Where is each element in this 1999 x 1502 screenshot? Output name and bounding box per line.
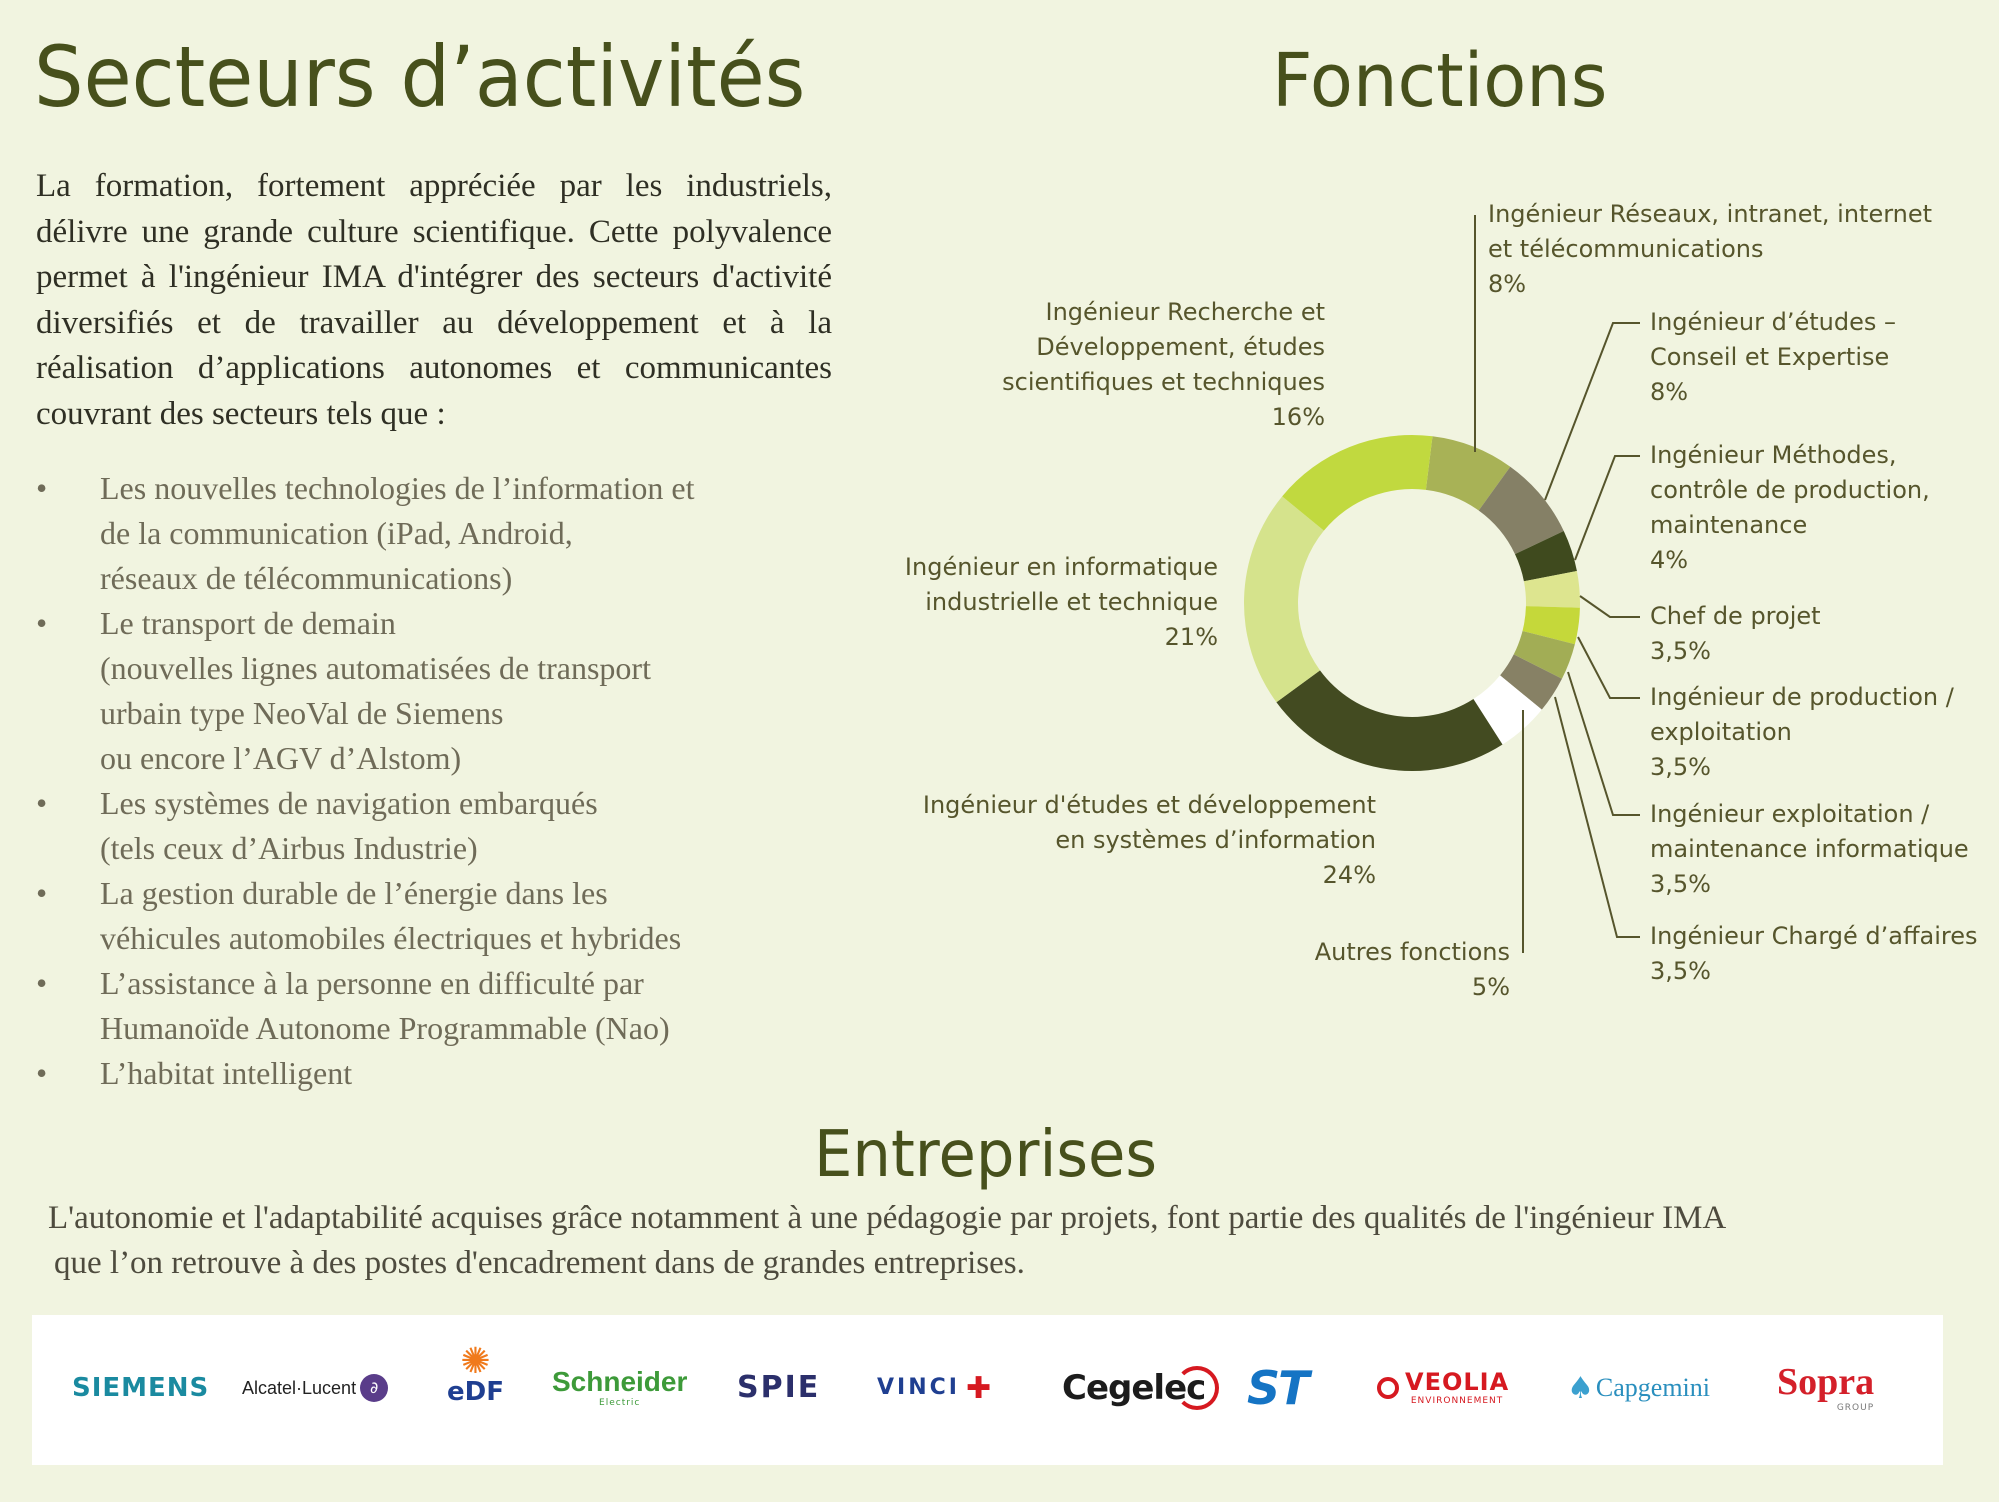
veolia-logo-text: VEOLIA <box>1405 1368 1510 1396</box>
slice-value-label: 3,5% <box>1650 870 1711 898</box>
intro-paragraph: La formation, fortement appréciée par les industriels, délivre une grande culture scientifique. Cette polyvalence permet à l'ingénieur IMA d'intégrer des secteurs d'activité diversifiés et de travailler au développement et à la réalisation d’applications autonomes et communicantes couvrant des secteurs tels que : <box>36 168 832 432</box>
slice-label: Ingénieur en informatique <box>904 553 1218 581</box>
slice-label: Chef de projet <box>1650 602 1821 630</box>
sopra-logo-subtext: GROUP <box>1836 1403 1875 1413</box>
edf-logo-text: eDF <box>447 1377 504 1407</box>
leader-line <box>1578 637 1640 698</box>
schneider-logo <box>552 1353 687 1423</box>
sopra-logo <box>1777 1353 1874 1423</box>
bullet-icon: • <box>36 470 48 506</box>
veolia-circle-icon <box>1377 1377 1399 1399</box>
slice-label: exploitation <box>1650 718 1792 746</box>
donut-slice <box>1244 496 1324 702</box>
leader-line <box>1568 672 1640 815</box>
bullet-icon: • <box>36 785 48 821</box>
slice-label: industrielle et technique <box>925 588 1218 616</box>
slice-value-label: 21% <box>1164 623 1218 651</box>
slice-value-label: 8% <box>1650 378 1689 406</box>
slice-value-label: 4% <box>1650 546 1689 574</box>
capgemini-spade-icon: ♠ <box>1567 1370 1594 1406</box>
slice-label: contrôle de production, <box>1650 476 1930 504</box>
alcatel-swirl-icon: ∂ <box>360 1374 388 1402</box>
slice-label: en systèmes d’information <box>1055 826 1376 854</box>
slice-label: Autres fonctions <box>1314 938 1510 966</box>
edf-logo <box>447 1343 504 1413</box>
sector-text: Les systèmes de navigation embarqués (tels ceux d’Airbus Industrie) <box>100 785 598 866</box>
fonctions-title: Fonctions <box>1272 38 1608 124</box>
alcatel-lucent-logo <box>242 1353 388 1423</box>
slice-label: Ingénieur Recherche et <box>1045 298 1325 326</box>
spie-logo <box>737 1353 820 1423</box>
alcatel-lucent-logo-text: Alcatel·Lucent <box>242 1378 357 1398</box>
edf-flower-icon: ✺ <box>460 1341 491 1381</box>
leader-line <box>1545 323 1640 500</box>
slice-label: Ingénieur d’études – <box>1650 308 1897 336</box>
slice-label: et télécommunications <box>1488 235 1764 263</box>
st-logo-text: ST <box>1247 1361 1308 1415</box>
entreprises-paragraph <box>48 1196 1948 1286</box>
sector-text: L’assistance à la personne en difficulté par Humanoïde Autonome Programmable (Nao) <box>100 965 670 1046</box>
slice-label: Ingénieur Méthodes, <box>1650 441 1897 469</box>
sector-text: L’habitat intelligent <box>100 1055 353 1091</box>
vinci-logo-text: VINCI <box>877 1375 960 1400</box>
slice-value-label: 8% <box>1488 270 1527 298</box>
slice-label: maintenance <box>1650 511 1808 539</box>
capgemini-logo-text: Capgemini <box>1595 1373 1710 1402</box>
cegelec-logo <box>1062 1353 1219 1423</box>
cegelec-logo-text: Cegelec <box>1062 1368 1206 1408</box>
entreprises-text-line-2: que l’on retrouve à des postes d'encadrement dans de grandes entreprises. <box>54 1245 1025 1281</box>
schneider-logo-text: Schneider <box>552 1366 688 1397</box>
leader-line <box>1555 697 1640 937</box>
slice-value-label: 24% <box>1322 861 1376 889</box>
veolia-logo-subtext: ENVIRONNEMENT <box>1410 1396 1504 1406</box>
slice-label: Ingénieur de production / <box>1650 683 1954 711</box>
spie-logo-text: SPIE <box>737 1370 821 1405</box>
sector-text: Le transport de demain (nouvelles lignes automatisées de transport urbain type NeoVal de Siemens ou encore l’AGV d’Alstom) <box>100 605 651 776</box>
slice-label: Ingénieur d'études et développement <box>922 791 1376 819</box>
sector-text: La gestion durable de l’énergie dans les véhicules automobiles électriques et hybrides <box>100 875 682 956</box>
schneider-logo-subtext: Electric <box>599 1398 641 1408</box>
donut-slice <box>1276 670 1502 771</box>
leader-line <box>1580 596 1640 617</box>
st-logo <box>1247 1353 1308 1423</box>
bullet-icon: • <box>36 1055 48 1091</box>
entreprises-text-line-1: L'autonomie et l'adaptabilité acquises grâce notamment à une pédagogie par projets, font partie des qualités de l'ingénieur IMA <box>48 1200 1727 1236</box>
siemens-logo-text: SIEMENS <box>72 1373 210 1403</box>
vinci-logo <box>877 1353 991 1423</box>
vinci-cross-icon: ✚ <box>965 1370 992 1406</box>
bullet-icon: • <box>36 875 48 911</box>
entreprises-title: Entreprises <box>814 1118 1158 1192</box>
slice-label: Ingénieur Chargé d’affaires <box>1650 922 1978 950</box>
slice-label: Ingénieur exploitation / <box>1650 800 1930 828</box>
slice-value-label: 3,5% <box>1650 753 1711 781</box>
veolia-logo <box>1377 1353 1509 1423</box>
sector-text: Les nouvelles technologies de l’information et de la communication (iPad, Android, réseaux de télécommunications) <box>100 470 695 596</box>
slice-value-label: 5% <box>1471 973 1510 1001</box>
slice-value-label: 3,5% <box>1650 957 1711 985</box>
sopra-logo-text: Sopra <box>1777 1361 1875 1403</box>
secteurs-title: Secteurs d’activités <box>34 28 806 126</box>
company-logos-band <box>32 1315 1943 1465</box>
slice-label: Ingénieur Réseaux, intranet, internet <box>1488 200 1933 228</box>
capgemini-logo <box>1567 1353 1710 1423</box>
cegelec-arc-icon <box>1175 1366 1219 1410</box>
slice-label: Conseil et Expertise <box>1650 343 1890 371</box>
leader-line <box>1575 456 1640 560</box>
slice-label: maintenance informatique <box>1650 835 1969 863</box>
slice-value-label: 16% <box>1271 403 1325 431</box>
slice-label: scientifiques et techniques <box>1002 368 1325 396</box>
bullet-icon: • <box>36 965 48 1001</box>
slice-label: Développement, études <box>1036 333 1325 361</box>
slice-value-label: 3,5% <box>1650 637 1711 665</box>
siemens-logo <box>72 1353 209 1423</box>
bullet-icon: • <box>36 605 48 641</box>
